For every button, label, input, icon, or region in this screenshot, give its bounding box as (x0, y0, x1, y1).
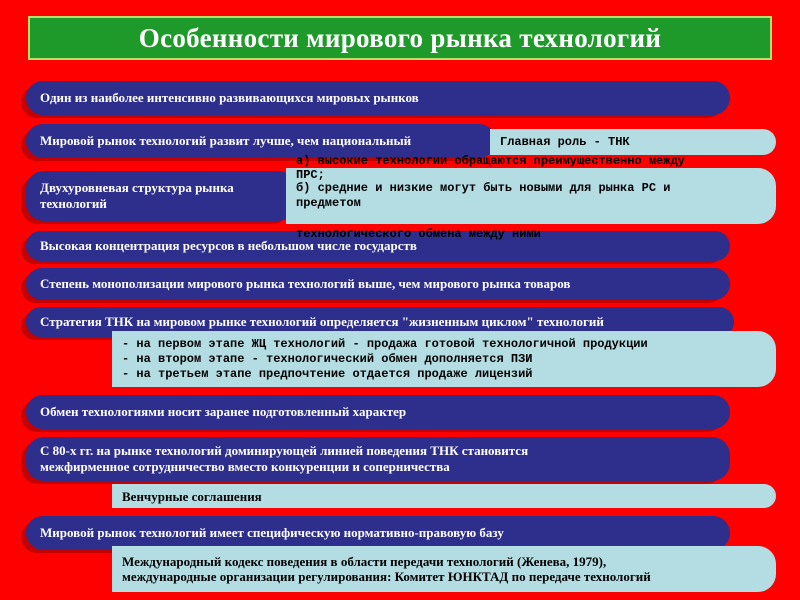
note-two-level-b3: технологического обмена между ними (296, 227, 541, 241)
note-life-cycle-2: - на втором этапе - технологический обмен дополняется ПЗИ (122, 351, 533, 366)
note-two-level-b: б) средние и низкие могут быть новыми для рынка РС и (296, 181, 671, 195)
note-two-level-a: а) высокие технологии обращаются преимущественно между (296, 154, 685, 168)
note-life-cycle (112, 331, 776, 387)
note-legal-base-2: международные организации регулирования: Комитет ЮНКТАД по передаче технологий (122, 569, 651, 584)
note-two-level (286, 168, 776, 224)
item-market-developed: Мировой рынок технологий развит лучше, чем национальный (26, 124, 496, 158)
note-life-cycle-3: - на третьем этапе предпочтение отдается продаже лицензий (122, 366, 533, 381)
note-legal-base (112, 546, 776, 592)
item-cooperation (26, 437, 730, 481)
item-tnk-strategy: Стратегия ТНК на мировом рынке технологий определяется "жизненным циклом" технологий (26, 307, 734, 337)
note-venture: Венчурные соглашения (112, 484, 776, 508)
item-two-level-structure (26, 171, 296, 221)
item-resource-concentration: Высокая концентрация ресурсов в небольшом числе государств (26, 231, 730, 261)
note-tnk-role: Главная роль - ТНК (490, 129, 776, 155)
slide-title: Особенности мирового рынка технологий (28, 16, 772, 60)
item-two-level-line1: Двухуровневая структура рынка (40, 180, 234, 195)
note-life-cycle-1: - на первом этапе ЖЦ технологий - продажа готовой технологичной продукции (122, 336, 648, 351)
item-two-level-line2: технологий (40, 196, 107, 211)
item-monopolization: Степень монополизации мирового рынка технологий выше, чем мирового рынка товаров (26, 268, 730, 300)
item-intensive-market: Один из наиболее интенсивно развивающихся мировых рынков (26, 81, 730, 115)
item-prepared-exchange: Обмен технологиями носит заранее подготовленный характер (26, 395, 730, 429)
item-cooperation-line2: межфирменное сотрудничество вместо конкуренции и соперничества (40, 459, 450, 474)
note-legal-base-1: Международный кодекс поведения в области передачи технологий (Женева, 1979), (122, 554, 607, 569)
note-two-level-b2: предметом (296, 196, 361, 210)
item-legal-base: Мировой рынок технологий имеет специфическую нормативно-правовую базу (26, 516, 730, 550)
item-cooperation-line1: С 80-х гг. на рынке технологий доминирующей линией поведения ТНК становится (40, 443, 529, 458)
note-two-level-a2: ПРС; (296, 168, 325, 182)
